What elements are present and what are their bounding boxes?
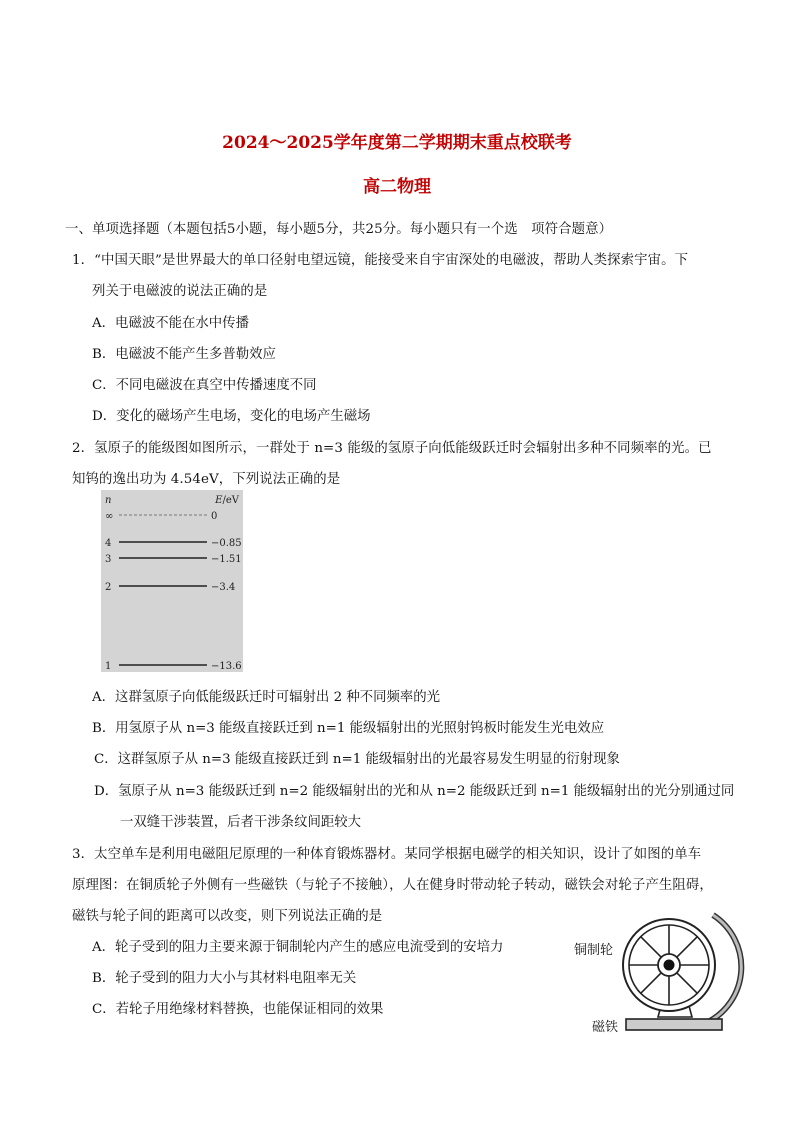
energy-level-n-3: 2: [105, 582, 112, 593]
energy-level-svg: [101, 490, 243, 672]
q1-stem-line2: 列关于电磁波的说法正确的是: [92, 284, 268, 299]
exam-subject: 高二物理: [363, 177, 431, 197]
q3-option-b: B．轮子受到的阻力大小与其材料电阻率无关: [92, 971, 357, 986]
q1-option-c: C．不同电磁波在真空中传播速度不同: [92, 378, 317, 393]
q2-option-d-line2: 一双缝干涉装置，后者干涉条纹间距较大: [120, 815, 362, 830]
wheel-label: 铜制轮: [574, 943, 614, 958]
energy-header: E/eV: [215, 495, 239, 506]
q1-option-d: D．变化的磁场产生电场，变化的电场产生磁场: [92, 409, 371, 424]
energy-level-diagram: [101, 490, 243, 672]
q3-stem-line3: 磁铁与轮子间的距离可以改变，则下列说法正确的是: [72, 909, 383, 924]
energy-level-n-0: ∞: [105, 511, 114, 522]
q1-option-b: B．电磁波不能产生多普勒效应: [92, 347, 276, 362]
q3-stem-line2: 原理图：在铜质轮子外侧有一些磁铁（与轮子不接触），人在健身时带动轮子转动，磁铁会对轮子产生阻碍，: [72, 878, 713, 893]
bike-wheel-figure: [566, 905, 746, 1035]
exam-title: 2024～2025学年度第二学期期末重点校联考: [222, 133, 572, 153]
energy-level-value-4: −13.6: [211, 661, 242, 672]
wheel-axle: [664, 960, 675, 971]
energy-level-n-2: 3: [105, 554, 112, 565]
magnet-label: 磁铁: [592, 1020, 619, 1035]
q2-stem-line1: 2．氢原子的能级图如图所示，一群处于 n=3 能级的氢原子向低能级跃迁时会辐射出多种不同频率的光。已: [72, 441, 712, 456]
q3-stem-line1: 3．太空单车是利用电磁阻尼原理的一种体育锻炼器材。某同学根据电磁学的相关知识，设计了如图的单车: [72, 847, 702, 862]
q3-option-c: C．若轮子用绝缘材料替换，也能保证相同的效果: [92, 1002, 384, 1017]
energy-level-n-1: 4: [105, 538, 112, 549]
energy-level-value-1: −0.85: [211, 538, 242, 549]
q2-option-b: B．用氢原子从 n=3 能级直接跃迁到 n=1 能级辐射出的光照射钨板时能发生光电效应: [92, 721, 605, 736]
base-plate-shape: [626, 1019, 722, 1030]
q2-option-c: C．这群氢原子从 n=3 能级直接跃迁到 n=1 能级辐射出的光最容易发生明显的衍射现象: [94, 752, 620, 767]
energy-level-value-2: −1.51: [211, 554, 242, 565]
q2-option-a: A．这群氢原子向低能级跃迁时可辐射出 2 种不同频率的光: [92, 690, 441, 705]
q2-stem-line2: 知钨的逸出功为 4.54eV，下列说法正确的是: [72, 472, 341, 487]
q2-option-d: D．氢原子从 n=3 能级跃迁到 n=2 能级辐射出的光和从 n=2 能级跃迁到 n=1 能级辐射出的光分别通过同: [94, 784, 735, 799]
energy-level-value-0: 0: [211, 511, 218, 522]
n-header: n: [105, 495, 112, 506]
energy-level-value-3: −3.4: [211, 582, 236, 593]
q3-option-a: A．轮子受到的阻力主要来源于铜制轮内产生的感应电流受到的安培力: [92, 940, 504, 955]
section-heading: 一、单项选择题（本题包括5小题，每小题5分，共25分。每小题只有一个选 项符合题意）: [65, 222, 613, 237]
q1-option-a: A．电磁波不能在水中传播: [92, 316, 249, 331]
energy-level-n-4: 1: [105, 661, 112, 672]
q1-stem-line1: 1．“中国天眼”是世界最大的单口径射电望远镜，能接受来自宇宙深处的电磁波，帮助人类探索宇宙。下: [72, 253, 689, 268]
wheel-drawing: [566, 905, 746, 1035]
